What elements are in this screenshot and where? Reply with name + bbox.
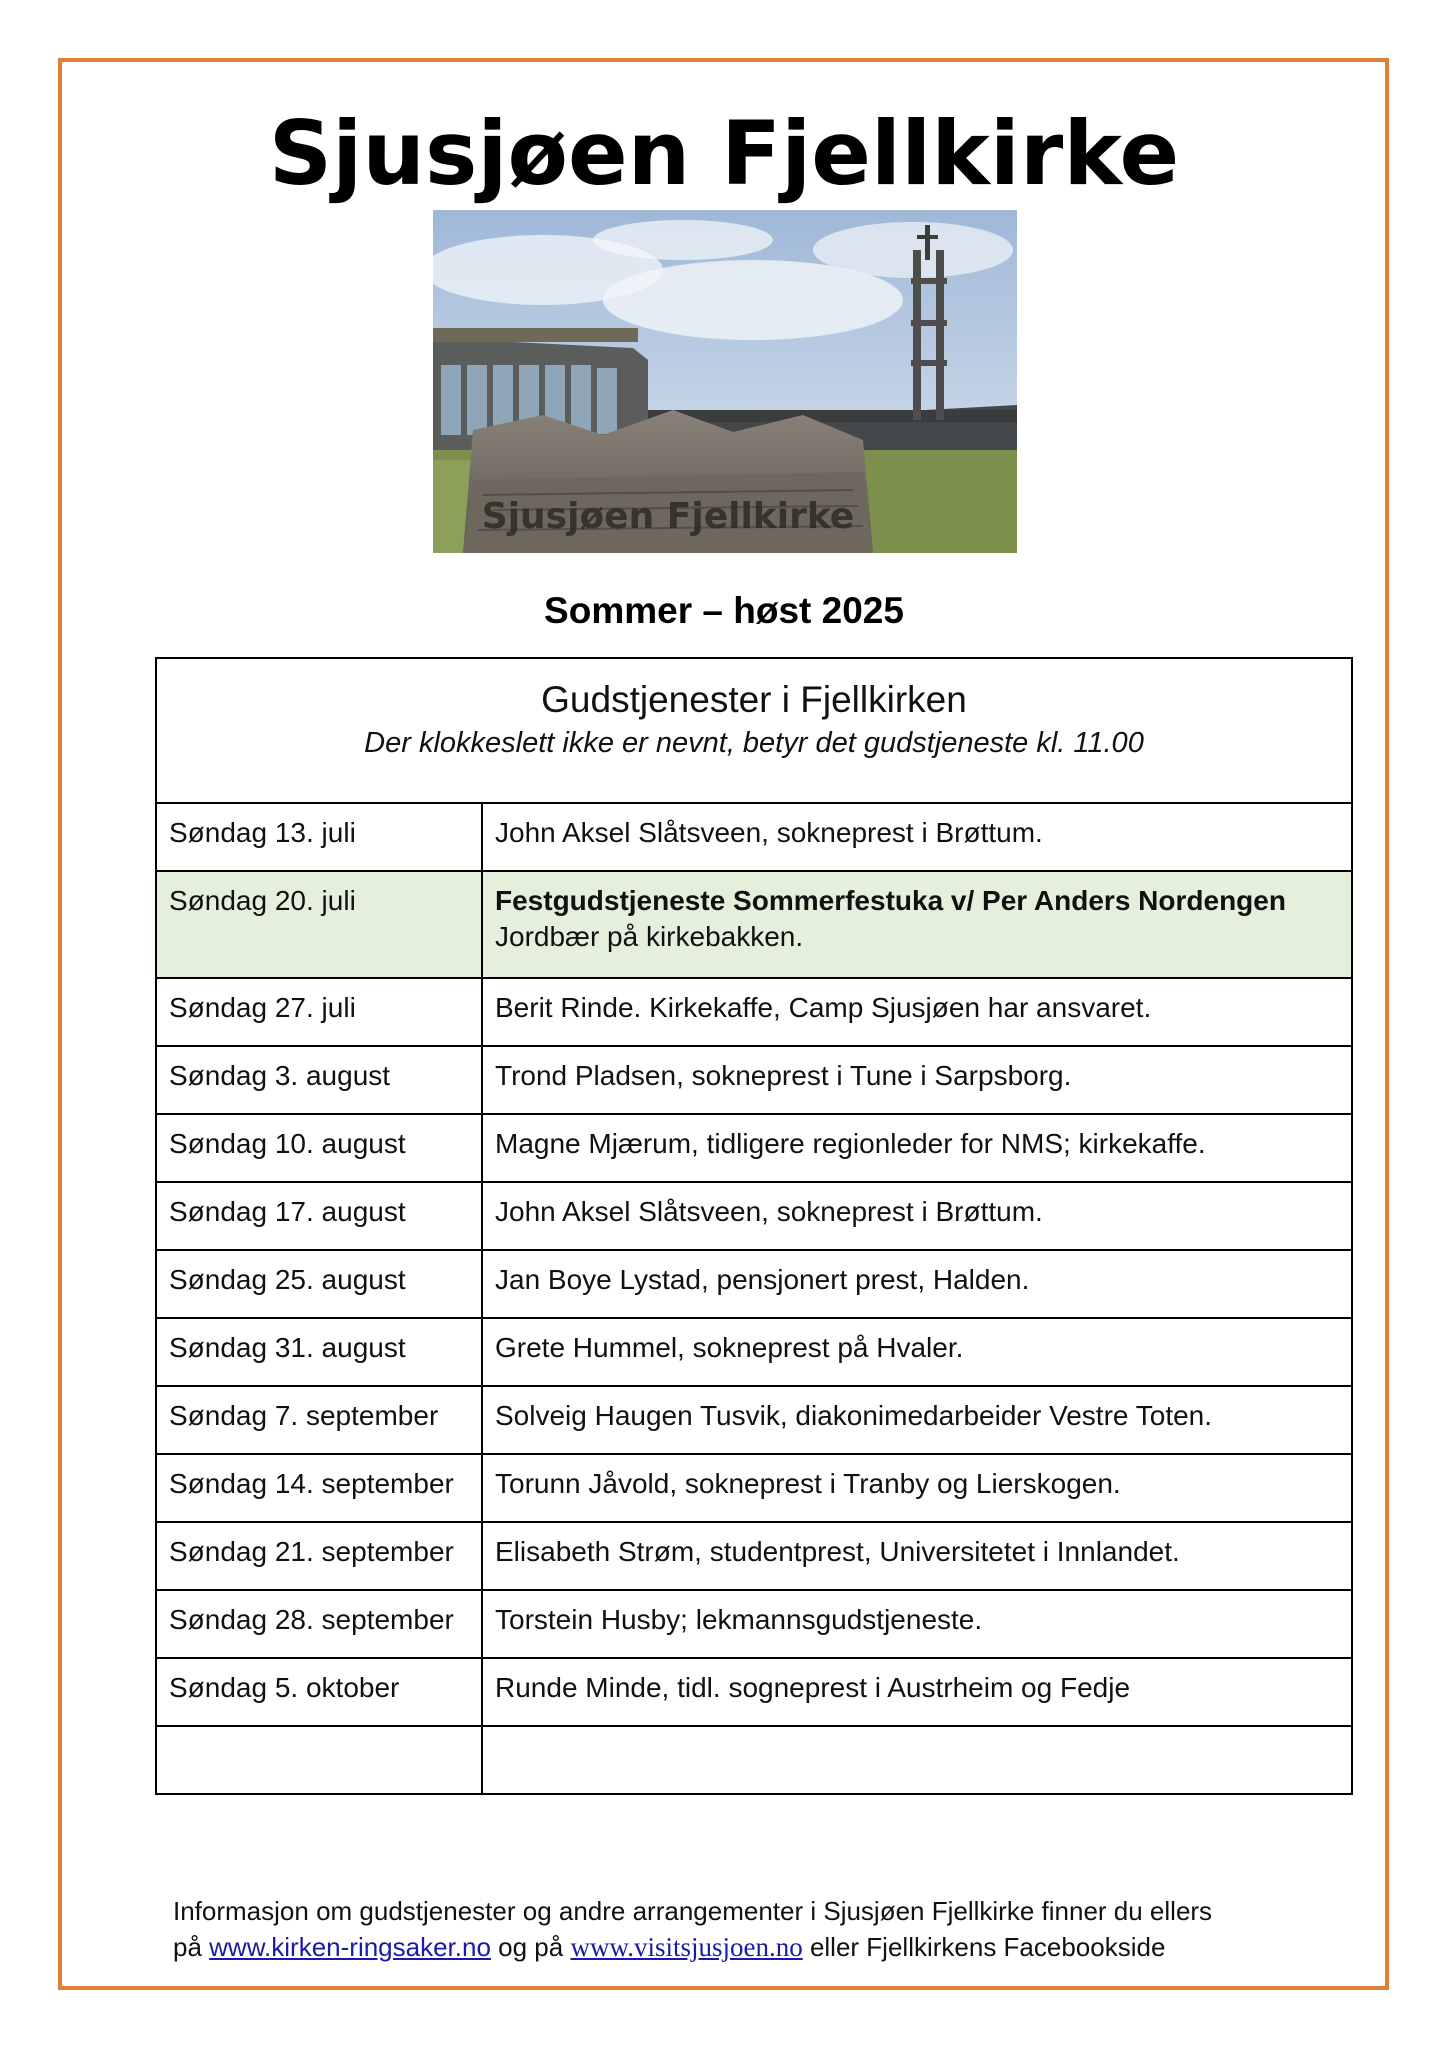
service-date: Søndag 17. august bbox=[156, 1182, 482, 1250]
schedule-row bbox=[156, 1318, 1352, 1386]
schedule-row bbox=[156, 1386, 1352, 1454]
table-title: Gudstjenester i Fjellkirken bbox=[541, 679, 967, 720]
sign-lettering: Sjusjøen Fjellkirke bbox=[481, 496, 855, 537]
empty-row bbox=[156, 1726, 1352, 1794]
schedule-row bbox=[156, 1590, 1352, 1658]
service-date: Søndag 14. september bbox=[156, 1454, 482, 1522]
service-details: John Aksel Slåtsveen, sokneprest i Brøttum. bbox=[482, 1182, 1352, 1250]
footer-text-post: eller Fjellkirkens Facebookside bbox=[802, 1932, 1166, 1962]
service-date: Søndag 5. oktober bbox=[156, 1658, 482, 1726]
service-highlight-title: Festgudstjeneste Sommerfestuka v/ Per Anders Nordengen bbox=[495, 885, 1286, 916]
footer-info bbox=[173, 1893, 1323, 1965]
season-heading: Sommer – høst 2025 bbox=[544, 590, 904, 631]
service-date: Søndag 20. juli bbox=[156, 871, 482, 978]
service-date: Søndag 27. juli bbox=[156, 978, 482, 1046]
service-date: Søndag 3. august bbox=[156, 1046, 482, 1114]
schedule-row bbox=[156, 871, 1352, 978]
time-note: Der klokkeslett ikke er nevnt, betyr det gudstjeneste kl. 11.00 bbox=[364, 727, 1144, 759]
footer-text-pre: på bbox=[173, 1932, 210, 1962]
schedule-row bbox=[156, 803, 1352, 871]
schedule-row bbox=[156, 978, 1352, 1046]
service-details: Magne Mjærum, tidligere regionleder for NMS; kirkekaffe. bbox=[482, 1114, 1352, 1182]
service-date: Søndag 10. august bbox=[156, 1114, 482, 1182]
schedule-row bbox=[156, 1658, 1352, 1726]
church-photo bbox=[433, 210, 1017, 553]
service-details: Grete Hummel, sokneprest på Hvaler. bbox=[482, 1318, 1352, 1386]
schedule-table bbox=[155, 657, 1353, 1795]
service-details: Torstein Husby; lekmannsgudstjeneste. bbox=[482, 1590, 1352, 1658]
kirken-ringsaker-link[interactable]: www.kirken-ringsaker.no bbox=[209, 1932, 491, 1962]
service-highlight-note: Jordbær på kirkebakken. bbox=[495, 921, 804, 952]
service-details: Torunn Jåvold, sokneprest i Tranby og Lierskogen. bbox=[482, 1454, 1352, 1522]
footer-text-mid: og på bbox=[490, 1932, 571, 1962]
service-date: Søndag 31. august bbox=[156, 1318, 482, 1386]
footer-line-1: Informasjon om gudstjenester og andre arrangementer i Sjusjøen Fjellkirke finner du ellers bbox=[173, 1896, 1213, 1926]
schedule-row bbox=[156, 1046, 1352, 1114]
schedule-row bbox=[156, 1114, 1352, 1182]
page-title: Sjusjøen Fjellkirke bbox=[268, 102, 1180, 205]
service-details: John Aksel Slåtsveen, sokneprest i Brøttum. bbox=[482, 803, 1352, 871]
service-date: Søndag 28. september bbox=[156, 1590, 482, 1658]
schedule-row bbox=[156, 1454, 1352, 1522]
service-details: Berit Rinde. Kirkekaffe, Camp Sjusjøen har ansvaret. bbox=[482, 978, 1352, 1046]
service-details: Trond Pladsen, sokneprest i Tune i Sarpsborg. bbox=[482, 1046, 1352, 1114]
service-details bbox=[482, 871, 1352, 978]
visitsjusjoen-link[interactable]: www.visitsjusjoen.no bbox=[570, 1932, 803, 1962]
service-date: Søndag 21. september bbox=[156, 1522, 482, 1590]
schedule-row bbox=[156, 1250, 1352, 1318]
service-details: Jan Boye Lystad, pensjonert prest, Halden. bbox=[482, 1250, 1352, 1318]
service-details: Elisabeth Strøm, studentprest, Universitetet i Innlandet. bbox=[482, 1522, 1352, 1590]
schedule-row bbox=[156, 1182, 1352, 1250]
service-details: Solveig Haugen Tusvik, diakonimedarbeider Vestre Toten. bbox=[482, 1386, 1352, 1454]
schedule-row bbox=[156, 1522, 1352, 1590]
service-date: Søndag 25. august bbox=[156, 1250, 482, 1318]
service-date: Søndag 13. juli bbox=[156, 803, 482, 871]
empty-cell bbox=[482, 1726, 1352, 1794]
service-details: Runde Minde, tidl. sogneprest i Austrheim og Fedje bbox=[482, 1658, 1352, 1726]
empty-cell bbox=[156, 1726, 482, 1794]
service-date: Søndag 7. september bbox=[156, 1386, 482, 1454]
table-header bbox=[156, 658, 1352, 803]
footer-line-2 bbox=[173, 1929, 1323, 1965]
